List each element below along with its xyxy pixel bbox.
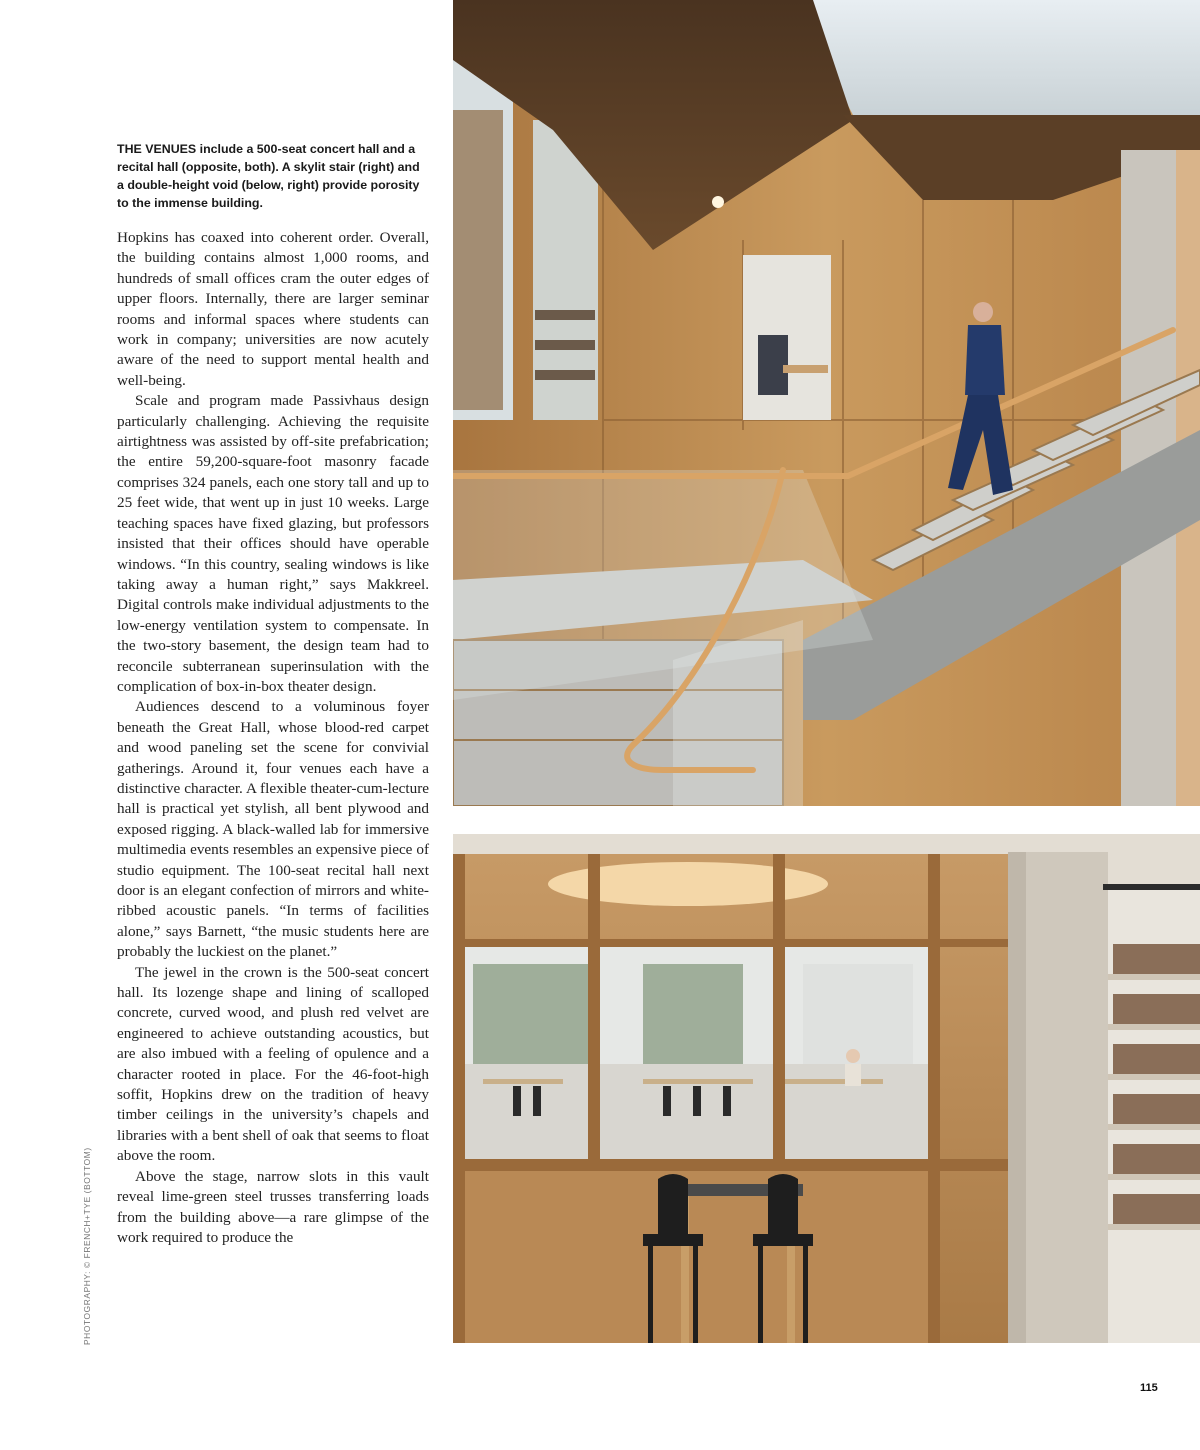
caption-text: include a 500-seat concert hall and a recital hall (opposite, both). A skylit stair (right) and a double-height void (below, right) provide porosity to the immense building. <box>117 142 420 210</box>
stair-photo <box>453 0 1200 806</box>
paragraph: Hopkins has coaxed into coherent order. Overall, the building contains almost 1,000 rooms, and hundreds of small offices cram the outer edges of upper floors. Internally, there are larger seminar rooms and informal spaces where students can work in company; universities are now acutely aware of the need to support mental health and well-being. <box>117 229 429 389</box>
paragraph: Audiences descend to a voluminous foyer beneath the Great Hall, whose blood-red carpet and wood paneling set the scene for convivial gatherings. Around it, four venues each have a distinctive character. A flexible theater-cum-lecture hall is practical yet stylish, all bent plywood and exposed rigging. A black-walled lab for immersive multimedia events resembles an expensive piece of studio equipment. The 100-seat recital hall next door is an elegant confection of mirrors and white-ribbed acoustic panels. “In terms of facilities alone,” says Barnett, “the music students here are probably the luckiest on the planet.” <box>117 698 429 961</box>
library-void-photo <box>453 834 1200 1343</box>
paragraph: Scale and program made Passivhaus design particularly challenging. Achieving the requisite airtightness was assisted by off-site prefabrication; the entire 59,200-square-foot masonry facade comprises 324 panels, each one story tall and up to 25 feet wide, that went up in just 10 weeks. Large teaching spaces have fixed glazing, but professors insisted that their offices should have operable windows. “In this country, sealing windows is like taking away a human right,” says Makkreel. Digital controls make individual adjustments to the low-energy ventilation system to compensate. In the two-story basement, the design team had to reconcile subterranean superinsulation with the complication of box-in-box theater design. <box>117 392 429 695</box>
article-body <box>117 228 429 1248</box>
paragraph: Above the stage, narrow slots in this vault reveal lime-green steel trusses transferring loads from the building above—a rare glimpse of the work required to produce the <box>117 1167 429 1246</box>
photo-caption <box>117 140 422 212</box>
caption-lead: THE VENUES <box>117 142 197 156</box>
paragraph: The jewel in the crown is the 500-seat concert hall. Its lozenge shape and lining of scalloped concrete, curved wood, and plush red velvet are engineered to achieve outstanding acoustics, but are also imbued with a feeling of opulence and a character rooted in place. For the 46-foot-high soffit, Hopkins drew on the tradition of heavy timber ceilings in the university’s chapels and libraries with a bent shell of oak that seems to float above the room. <box>117 963 429 1165</box>
page-number: 115 <box>1140 1382 1158 1394</box>
photo-credit: PHOTOGRAPHY: © FRENCH+TYE (BOTTOM) <box>82 1147 92 1345</box>
